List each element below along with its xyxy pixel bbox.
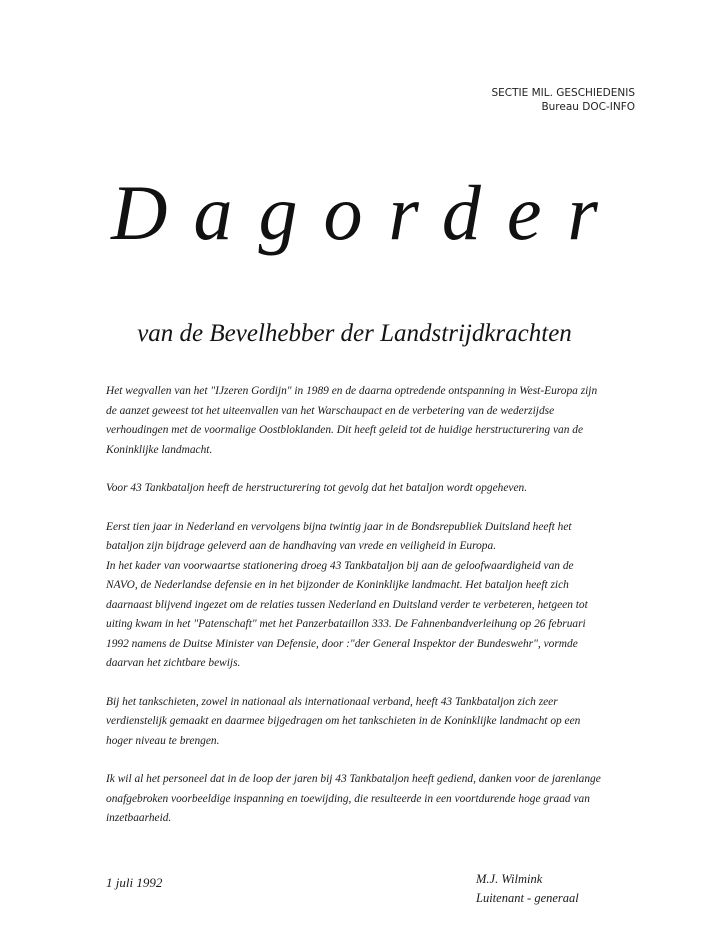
stamp-line-1: SECTIE MIL. GESCHIEDENIS [491, 87, 635, 99]
paragraph-5: Bij het tankschieten, zowel in nationaal als internationaal verband, heeft 43 Tankbataljon zich zeer verdienstelijk gemaakt en daarmee bijgedragen om het tankschieten in de Koninklijke landmacht op een hoger niveau te brengen. [106, 695, 581, 747]
archive-stamp [491, 86, 635, 114]
signature-block [476, 870, 579, 908]
signatory-rank: Luitenant - generaal [476, 891, 579, 905]
paragraph-2: Voor 43 Tankbataljon heeft de herstructurering tot gevolg dat het bataljon wordt opgeheven. [106, 482, 528, 494]
stamp-line-2: Bureau DOC-INFO [541, 101, 635, 113]
paragraph-4: In het kader van voorwaartse stationering droeg 43 Tankbataljon bij aan de geloofwaardigheid van de NAVO, de Nederlandse defensie en in het bijzonder de Koninklijke landmacht. Het bataljon heeft zich daarnaast blijvend ingezet om de relaties tussen Nederland en Duitsland verder te verbeteren, hetgeen tot uiting kwam in het "Patenschaft" met het Panzerbataillon 333. De Fahnenbandverleihung op 26 februari 1992 namens de Duitse Minister van Defensie, door :"der General Inspektor der Bundeswehr", vormde daarvan het zichtbare bewijs. [106, 559, 588, 669]
document-date: 1 juli 1992 [106, 875, 163, 890]
paragraph-6: Ik wil al het personeel dat in de loop der jaren bij 43 Tankbataljon heeft gediend, danken voor de jarenlange onafgebroken voorbeeldige inspanning en toewijding, die resulteerde in een voortdurende hoge graad van inzetbaarheid. [106, 773, 601, 824]
document-title: Dagorder [111, 169, 624, 256]
signatory-name: M.J. Wilmink [476, 872, 543, 886]
paragraph-1: Het wegvallen van het "IJzeren Gordijn" in 1989 en de daarna optredende ontspanning in West-Europa zijn de aanzet geweest tot het uiteenvallen van het Warschaupact en de verbetering van de wederzijdse verhoudingen met de voormalige Oostbloklanden. Dit heeft geleid tot de huidige herstructurering van de Koninklijke landmacht. [106, 385, 598, 456]
paragraph-3: Eerst tien jaar in Nederland en vervolgens bijna twintig jaar in de Bondsrepubliek Duitsland heeft het bataljon zijn bijdrage geleverd aan de handhaving van vrede en veiligheid in Europa. [106, 520, 572, 552]
document-body [106, 382, 601, 848]
document-subtitle: van de Bevelhebber der Landstrijdkrachten [137, 320, 572, 347]
